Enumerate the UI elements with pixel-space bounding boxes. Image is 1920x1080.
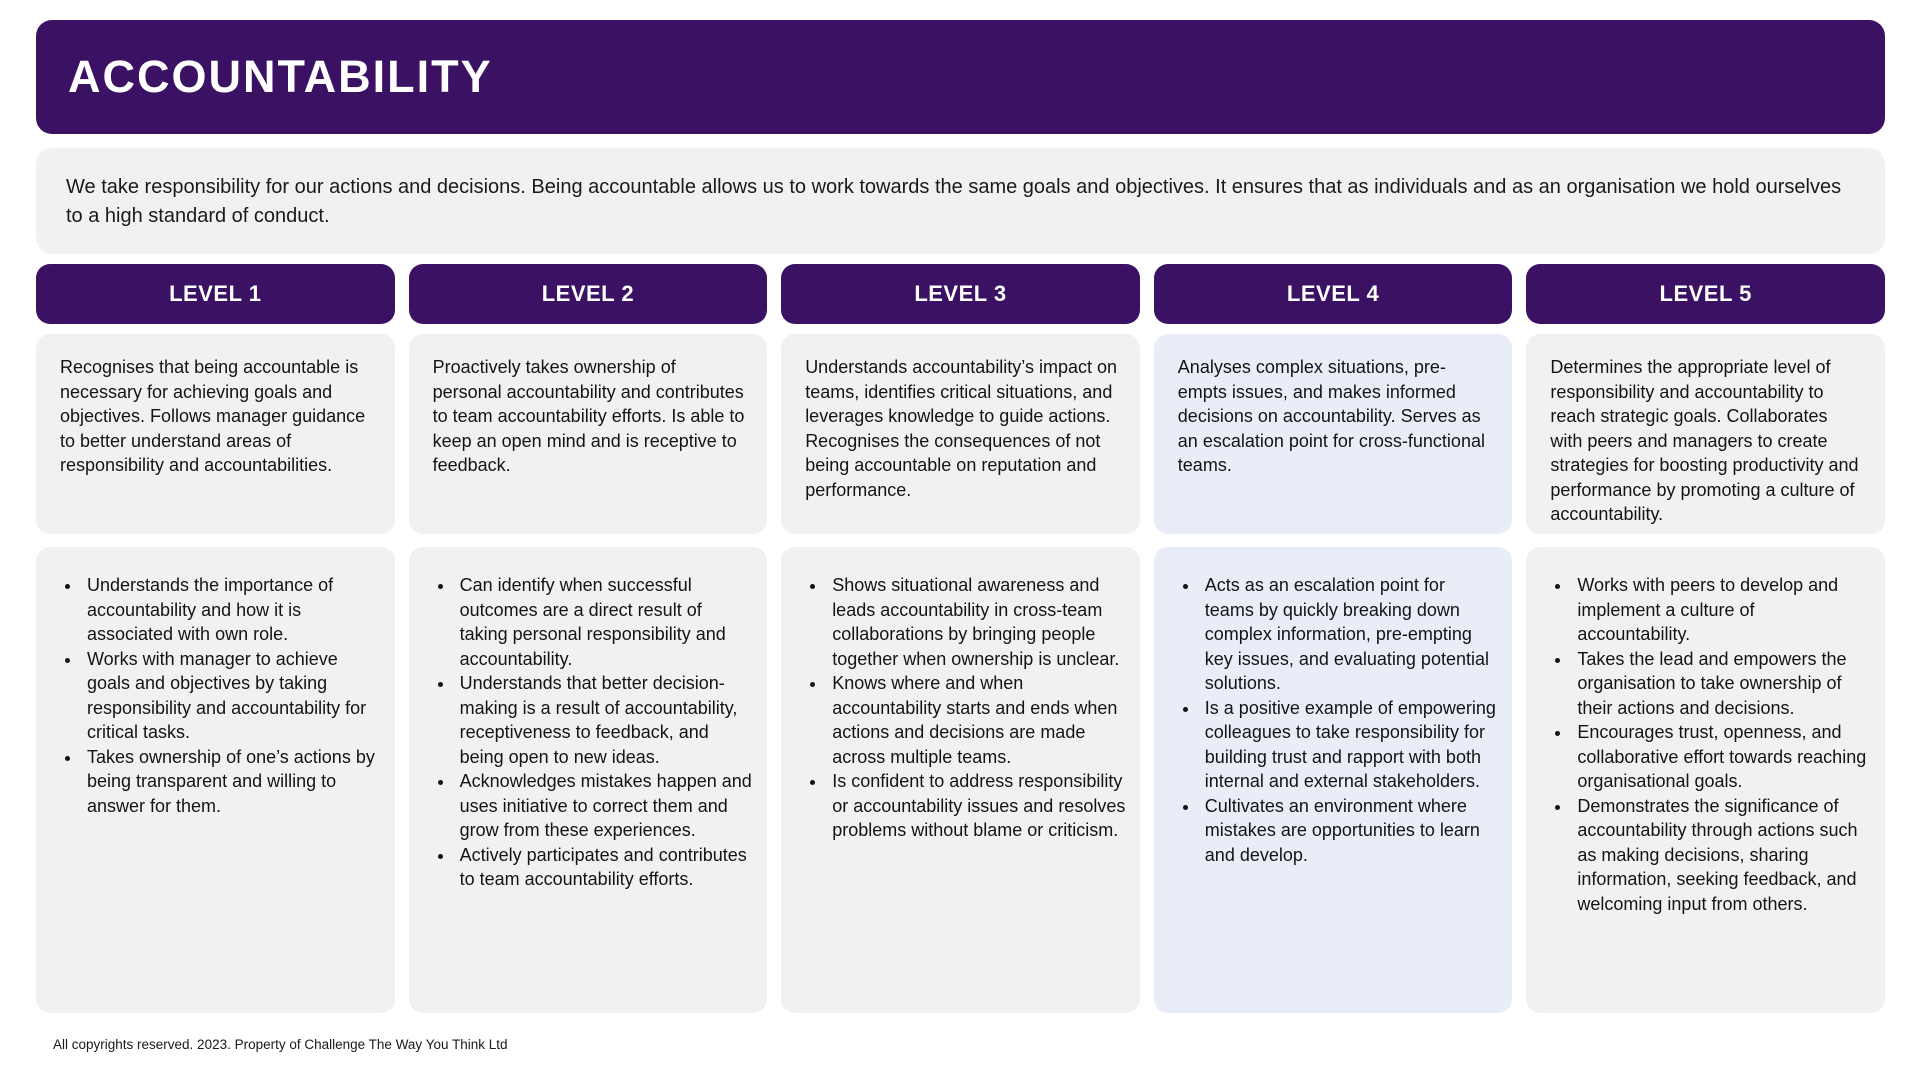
bullet-item: • Takes the lead and empowers the organisation to take ownership of their actions and decisions. [1572, 647, 1871, 721]
level-5-summary: Determines the appropriate level of responsibility and accountability to reach strategic goals. Collaborates with peers and managers to create strategies for boosting productivity and performance by promoting a culture of accountability. [1526, 334, 1885, 534]
intro-panel [36, 148, 1885, 254]
bullet-item: • Is a positive example of empowering colleagues to take responsibility for building trust and rapport with both internal and external stakeholders. [1200, 696, 1499, 794]
level-column-3 [781, 264, 1140, 1013]
level-4-header: LEVEL 4 [1154, 264, 1513, 324]
bullet-item: • Encourages trust, openness, and collaborative effort towards reaching organisational goals. [1572, 720, 1871, 794]
level-5-header: LEVEL 5 [1526, 264, 1885, 324]
level-1-summary: Recognises that being accountable is necessary for achieving goals and objectives. Follows manager guidance to better understand areas of responsibility and accountabilities. [36, 334, 395, 534]
level-2-summary: Proactively takes ownership of personal accountability and contributes to team accountability efforts. Is able to keep an open mind and is receptive to feedback. [409, 334, 768, 534]
page-title: ACCOUNTABILITY [68, 51, 493, 102]
bullet-item: • Knows where and when accountability starts and ends when actions and decisions are made across multiple teams. [827, 671, 1126, 769]
intro-text: We take responsibility for our actions and decisions. Being accountable allows us to work towards the same goals and objectives. It ensures that as individuals and as an organisation we hold ourselves to a high standard of conduct. [66, 176, 1842, 227]
bullet-item: • Cultivates an environment where mistakes are opportunities to learn and develop. [1200, 794, 1499, 868]
level-3-header: LEVEL 3 [781, 264, 1140, 324]
level-1-bullets [36, 547, 395, 1013]
level-2-header: LEVEL 2 [409, 264, 768, 324]
level-column-1 [36, 264, 395, 1013]
bullet-item: • Understands the importance of accountability and how it is associated with own role. [82, 573, 381, 647]
bullet-item: • Can identify when successful outcomes are a direct result of taking personal responsibility and accountability. [455, 573, 754, 671]
levels-grid [36, 264, 1885, 1013]
level-4-bullets [1154, 547, 1513, 1013]
bullet-item: • Acts as an escalation point for teams by quickly breaking down complex information, pre-empting key issues, and evaluating potential solutions. [1200, 573, 1499, 696]
footer-text: All copyrights reserved. 2023. Property of Challenge The Way You Think Ltd [53, 1037, 508, 1052]
bullet-item: • Is confident to address responsibility or accountability issues and resolves problems without blame or criticism. [827, 769, 1126, 843]
title-banner [36, 20, 1885, 134]
level-1-header: LEVEL 1 [36, 264, 395, 324]
bullet-item: • Works with peers to develop and implement a culture of accountability. [1572, 573, 1871, 647]
bullet-item: • Works with manager to achieve goals and objectives by taking responsibility and accountability for critical tasks. [82, 647, 381, 745]
level-column-4 [1154, 264, 1513, 1013]
level-5-bullets [1526, 547, 1885, 1013]
level-2-bullets [409, 547, 768, 1013]
bullet-item: • Actively participates and contributes to team accountability efforts. [455, 843, 754, 892]
level-3-summary: Understands accountability’s impact on teams, identifies critical situations, and leverages knowledge to guide actions. Recognises the consequences of not being accountable on reputation and performance. [781, 334, 1140, 534]
bullet-item: • Understands that better decision-making is a result of accountability, receptiveness to feedback, and being open to new ideas. [455, 671, 754, 769]
level-column-5 [1526, 264, 1885, 1013]
level-3-bullets [781, 547, 1140, 1013]
level-column-2 [409, 264, 768, 1013]
level-4-summary: Analyses complex situations, pre-empts issues, and makes informed decisions on accountability. Serves as an escalation point for cross-functional teams. [1154, 334, 1513, 534]
bullet-item: • Takes ownership of one’s actions by being transparent and willing to answer for them. [82, 745, 381, 819]
bullet-item: • Demonstrates the significance of accountability through actions such as making decisions, sharing information, seeking feedback, and welcoming input from others. [1572, 794, 1871, 917]
bullet-item: • Acknowledges mistakes happen and uses initiative to correct them and grow from these experiences. [455, 769, 754, 843]
bullet-item: • Shows situational awareness and leads accountability in cross-team collaborations by bringing people together when ownership is unclear. [827, 573, 1126, 671]
